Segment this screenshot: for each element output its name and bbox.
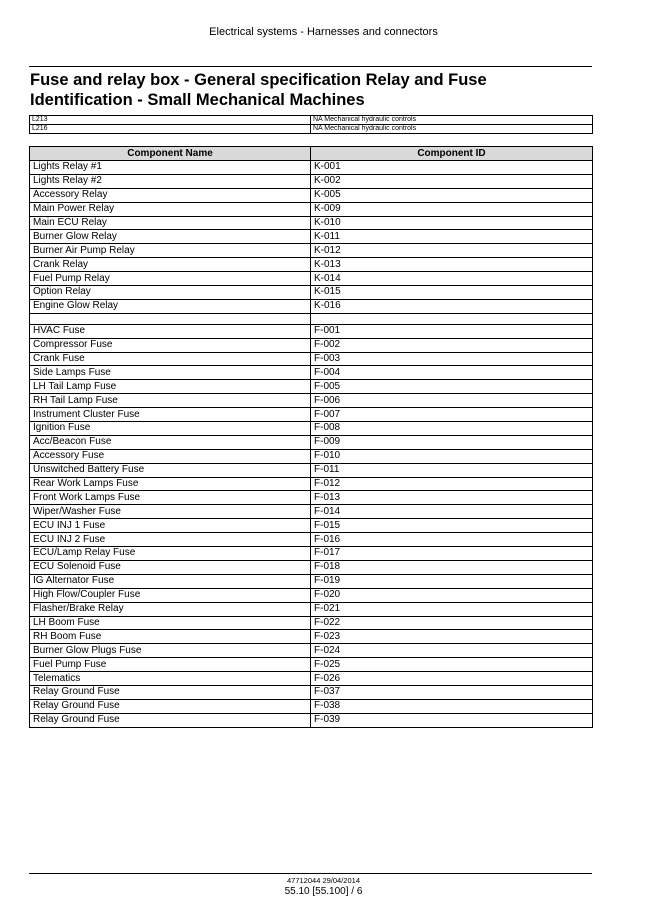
fuse-row	[30, 352, 593, 366]
cell-component-name: Wiper/Washer Fuse	[30, 505, 311, 519]
cell-component-name: Rear Work Lamps Fuse	[30, 477, 311, 491]
fuse-row	[30, 547, 593, 561]
fuse-row	[30, 533, 593, 547]
cell-component-name: Relay Ground Fuse	[30, 699, 311, 713]
relay-row	[30, 299, 593, 313]
section-spacer-row	[30, 313, 593, 324]
fuse-row	[30, 713, 593, 727]
cell-component-name: Accessory Relay	[30, 188, 311, 202]
cell-component-id: K-016	[311, 299, 593, 313]
cell-component-id: F-004	[311, 366, 593, 380]
cell-component-id: K-009	[311, 202, 593, 216]
fuse-row	[30, 602, 593, 616]
cell-component-id: F-002	[311, 338, 593, 352]
cell-component-id: F-025	[311, 658, 593, 672]
cell-component-id: K-002	[311, 174, 593, 188]
section-title: Fuse and relay box - General specification Relay and Fuse Identification - Small Mechanical Machines	[30, 71, 487, 109]
cell-component-id: K-012	[311, 244, 593, 258]
cell-component-name: Side Lamps Fuse	[30, 366, 311, 380]
cell-component-id: F-001	[311, 324, 593, 338]
cell-component-id: F-013	[311, 491, 593, 505]
cell-component-name: Option Relay	[30, 286, 311, 300]
footer-page-number: 55.10 [55.100] / 6	[284, 886, 363, 897]
relay-row	[30, 188, 593, 202]
model-applicability-table	[29, 115, 593, 134]
cell-component-name: Lights Relay #2	[30, 174, 311, 188]
cell-component-name: Lights Relay #1	[30, 161, 311, 175]
cell-component-name: Accessory Fuse	[30, 449, 311, 463]
cell-component-id: F-039	[311, 713, 593, 727]
cell-component-name: Crank Fuse	[30, 352, 311, 366]
cell-component-name: Main ECU Relay	[30, 216, 311, 230]
fuse-row	[30, 644, 593, 658]
fuse-row	[30, 505, 593, 519]
cell-component-name: Relay Ground Fuse	[30, 713, 311, 727]
fuse-row	[30, 422, 593, 436]
relay-row	[30, 202, 593, 216]
cell-component-name: Telematics	[30, 672, 311, 686]
cell-component-id: K-014	[311, 272, 593, 286]
cell-component-id: F-011	[311, 463, 593, 477]
cell-component-id: F-026	[311, 672, 593, 686]
spacer-cell	[311, 313, 593, 324]
cell-component-id: F-003	[311, 352, 593, 366]
fuse-row	[30, 491, 593, 505]
cell-component-id: K-001	[311, 161, 593, 175]
cell-component-id: F-023	[311, 630, 593, 644]
cell-component-name: RH Boom Fuse	[30, 630, 311, 644]
model-code: L213	[30, 116, 311, 125]
footer-document-number: 47712044 29/04/2014	[287, 876, 360, 885]
fuse-row	[30, 672, 593, 686]
relay-row	[30, 216, 593, 230]
cell-component-name: Fuel Pump Relay	[30, 272, 311, 286]
cell-component-name: Acc/Beacon Fuse	[30, 435, 311, 449]
relay-row	[30, 258, 593, 272]
relay-row	[30, 161, 593, 175]
fuse-row	[30, 560, 593, 574]
cell-component-name: Ignition Fuse	[30, 422, 311, 436]
cell-component-id: F-019	[311, 574, 593, 588]
cell-component-id: F-008	[311, 422, 593, 436]
cell-component-name: RH Tail Lamp Fuse	[30, 394, 311, 408]
fuse-row	[30, 366, 593, 380]
cell-component-id: F-022	[311, 616, 593, 630]
cell-component-id: F-006	[311, 394, 593, 408]
cell-component-id: K-015	[311, 286, 593, 300]
fuse-row	[30, 408, 593, 422]
cell-component-name: HVAC Fuse	[30, 324, 311, 338]
fuse-row	[30, 380, 593, 394]
cell-component-name: Relay Ground Fuse	[30, 685, 311, 699]
cell-component-id: F-037	[311, 685, 593, 699]
cell-component-name: High Flow/Coupler Fuse	[30, 588, 311, 602]
cell-component-id: F-018	[311, 560, 593, 574]
cell-component-id: F-014	[311, 505, 593, 519]
relay-row	[30, 272, 593, 286]
cell-component-name: LH Tail Lamp Fuse	[30, 380, 311, 394]
cell-component-id: F-009	[311, 435, 593, 449]
fuse-row	[30, 616, 593, 630]
spacer-cell	[30, 313, 311, 324]
model-row	[30, 116, 593, 125]
cell-component-id: K-010	[311, 216, 593, 230]
relay-row	[30, 230, 593, 244]
cell-component-name: ECU Solenoid Fuse	[30, 560, 311, 574]
cell-component-name: Burner Air Pump Relay	[30, 244, 311, 258]
fuse-row	[30, 394, 593, 408]
relay-row	[30, 286, 593, 300]
relay-row	[30, 174, 593, 188]
fuse-row	[30, 519, 593, 533]
model-description: NA Mechanical hydraulic controls	[311, 125, 593, 134]
cell-component-name: Burner Glow Plugs Fuse	[30, 644, 311, 658]
model-description: NA Mechanical hydraulic controls	[311, 116, 593, 125]
cell-component-id: K-013	[311, 258, 593, 272]
fuse-row	[30, 699, 593, 713]
table-header-row	[30, 147, 593, 161]
cell-component-id: F-007	[311, 408, 593, 422]
cell-component-name: Unswitched Battery Fuse	[30, 463, 311, 477]
cell-component-name: Engine Glow Relay	[30, 299, 311, 313]
cell-component-name: ECU/Lamp Relay Fuse	[30, 547, 311, 561]
cell-component-id: F-038	[311, 699, 593, 713]
fuse-row	[30, 574, 593, 588]
relay-row	[30, 244, 593, 258]
cell-component-id: F-005	[311, 380, 593, 394]
model-row	[30, 125, 593, 134]
fuse-row	[30, 630, 593, 644]
cell-component-name: Burner Glow Relay	[30, 230, 311, 244]
cell-component-name: LH Boom Fuse	[30, 616, 311, 630]
cell-component-name: Front Work Lamps Fuse	[30, 491, 311, 505]
column-header-component-id: Component ID	[311, 147, 593, 161]
cell-component-id: K-011	[311, 230, 593, 244]
fuse-row	[30, 338, 593, 352]
cell-component-name: ECU INJ 2 Fuse	[30, 533, 311, 547]
cell-component-id: K-005	[311, 188, 593, 202]
fuse-row	[30, 477, 593, 491]
cell-component-name: Flasher/Brake Relay	[30, 602, 311, 616]
header-rule	[29, 66, 592, 67]
cell-component-id: F-010	[311, 449, 593, 463]
cell-component-name: Instrument Cluster Fuse	[30, 408, 311, 422]
cell-component-name: Fuel Pump Fuse	[30, 658, 311, 672]
cell-component-id: F-017	[311, 547, 593, 561]
cell-component-id: F-024	[311, 644, 593, 658]
fuse-row	[30, 449, 593, 463]
column-header-component-name: Component Name	[30, 147, 311, 161]
cell-component-id: F-012	[311, 477, 593, 491]
cell-component-name: IG Alternator Fuse	[30, 574, 311, 588]
footer-rule	[29, 873, 592, 874]
cell-component-name: Compressor Fuse	[30, 338, 311, 352]
cell-component-name: ECU INJ 1 Fuse	[30, 519, 311, 533]
cell-component-id: F-015	[311, 519, 593, 533]
cell-component-id: F-021	[311, 602, 593, 616]
fuse-row	[30, 658, 593, 672]
fuse-row	[30, 588, 593, 602]
fuse-row	[30, 685, 593, 699]
component-table	[29, 146, 593, 728]
cell-component-id: F-016	[311, 533, 593, 547]
cell-component-name: Crank Relay	[30, 258, 311, 272]
fuse-row	[30, 463, 593, 477]
cell-component-id: F-020	[311, 588, 593, 602]
page-header: Electrical systems - Harnesses and connectors	[209, 26, 438, 38]
model-code: L216	[30, 125, 311, 134]
cell-component-name: Main Power Relay	[30, 202, 311, 216]
fuse-row	[30, 435, 593, 449]
fuse-row	[30, 324, 593, 338]
